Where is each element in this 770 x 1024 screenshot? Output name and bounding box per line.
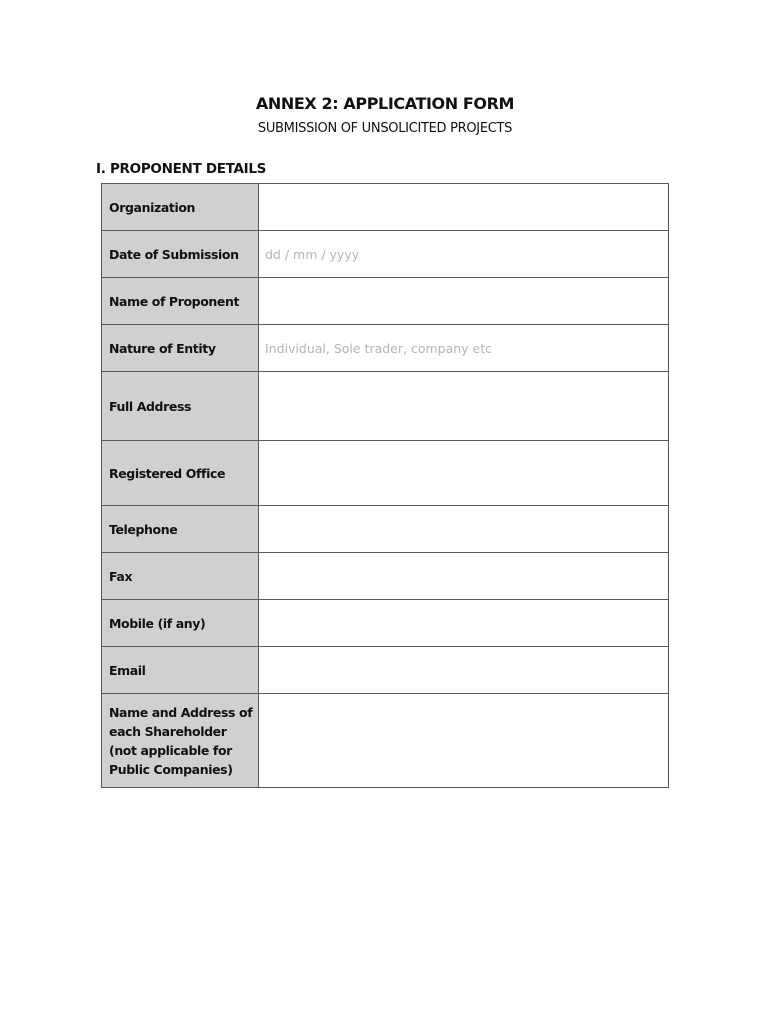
name-of-proponent-label: Name of Proponent — [102, 278, 259, 325]
fax-field[interactable] — [259, 553, 669, 600]
table-row — [102, 553, 669, 600]
registered-office-input[interactable] — [265, 466, 668, 481]
nature-of-entity-field[interactable] — [259, 325, 669, 372]
document-title: ANNEX 2: APPLICATION FORM — [255, 94, 515, 113]
nature-of-entity-input[interactable] — [265, 341, 668, 356]
shareholder-input[interactable] — [265, 733, 668, 748]
table-row — [102, 372, 669, 441]
section-heading: I. PROPONENT DETAILS — [96, 161, 267, 177]
table-row — [102, 647, 669, 694]
organization-input[interactable] — [265, 200, 668, 215]
fax-input[interactable] — [265, 569, 668, 584]
email-field[interactable] — [259, 647, 669, 694]
document-subtitle: SUBMISSION OF UNSOLICITED PROJECTS — [257, 121, 513, 136]
registered-office-label: Registered Office — [102, 441, 259, 506]
fax-label: Fax — [102, 553, 259, 600]
full-address-field[interactable] — [259, 372, 669, 441]
mobile-field[interactable] — [259, 600, 669, 647]
date-of-submission-input[interactable] — [265, 247, 668, 262]
shareholder-field[interactable] — [259, 694, 669, 788]
email-label: Email — [102, 647, 259, 694]
email-input[interactable] — [265, 663, 668, 678]
telephone-label: Telephone — [102, 506, 259, 553]
proponent-details-table — [101, 183, 669, 788]
table-row — [102, 694, 669, 788]
telephone-input[interactable] — [265, 522, 668, 537]
mobile-input[interactable] — [265, 616, 668, 631]
nature-of-entity-label: Nature of Entity — [102, 325, 259, 372]
table-row — [102, 506, 669, 553]
table-row — [102, 184, 669, 231]
telephone-field[interactable] — [259, 506, 669, 553]
name-of-proponent-field[interactable] — [259, 278, 669, 325]
organization-label: Organization — [102, 184, 259, 231]
shareholder-label: Name and Address of each Shareholder (not applicable for Public Companies) — [102, 694, 259, 788]
date-of-submission-label: Date of Submission — [102, 231, 259, 278]
full-address-label: Full Address — [102, 372, 259, 441]
registered-office-field[interactable] — [259, 441, 669, 506]
table-row — [102, 325, 669, 372]
table-row — [102, 600, 669, 647]
mobile-label: Mobile (if any) — [102, 600, 259, 647]
table-row — [102, 278, 669, 325]
table-row — [102, 441, 669, 506]
table-row — [102, 231, 669, 278]
name-of-proponent-input[interactable] — [265, 294, 668, 309]
organization-field[interactable] — [259, 184, 669, 231]
full-address-input[interactable] — [265, 399, 668, 414]
date-of-submission-field[interactable] — [259, 231, 669, 278]
